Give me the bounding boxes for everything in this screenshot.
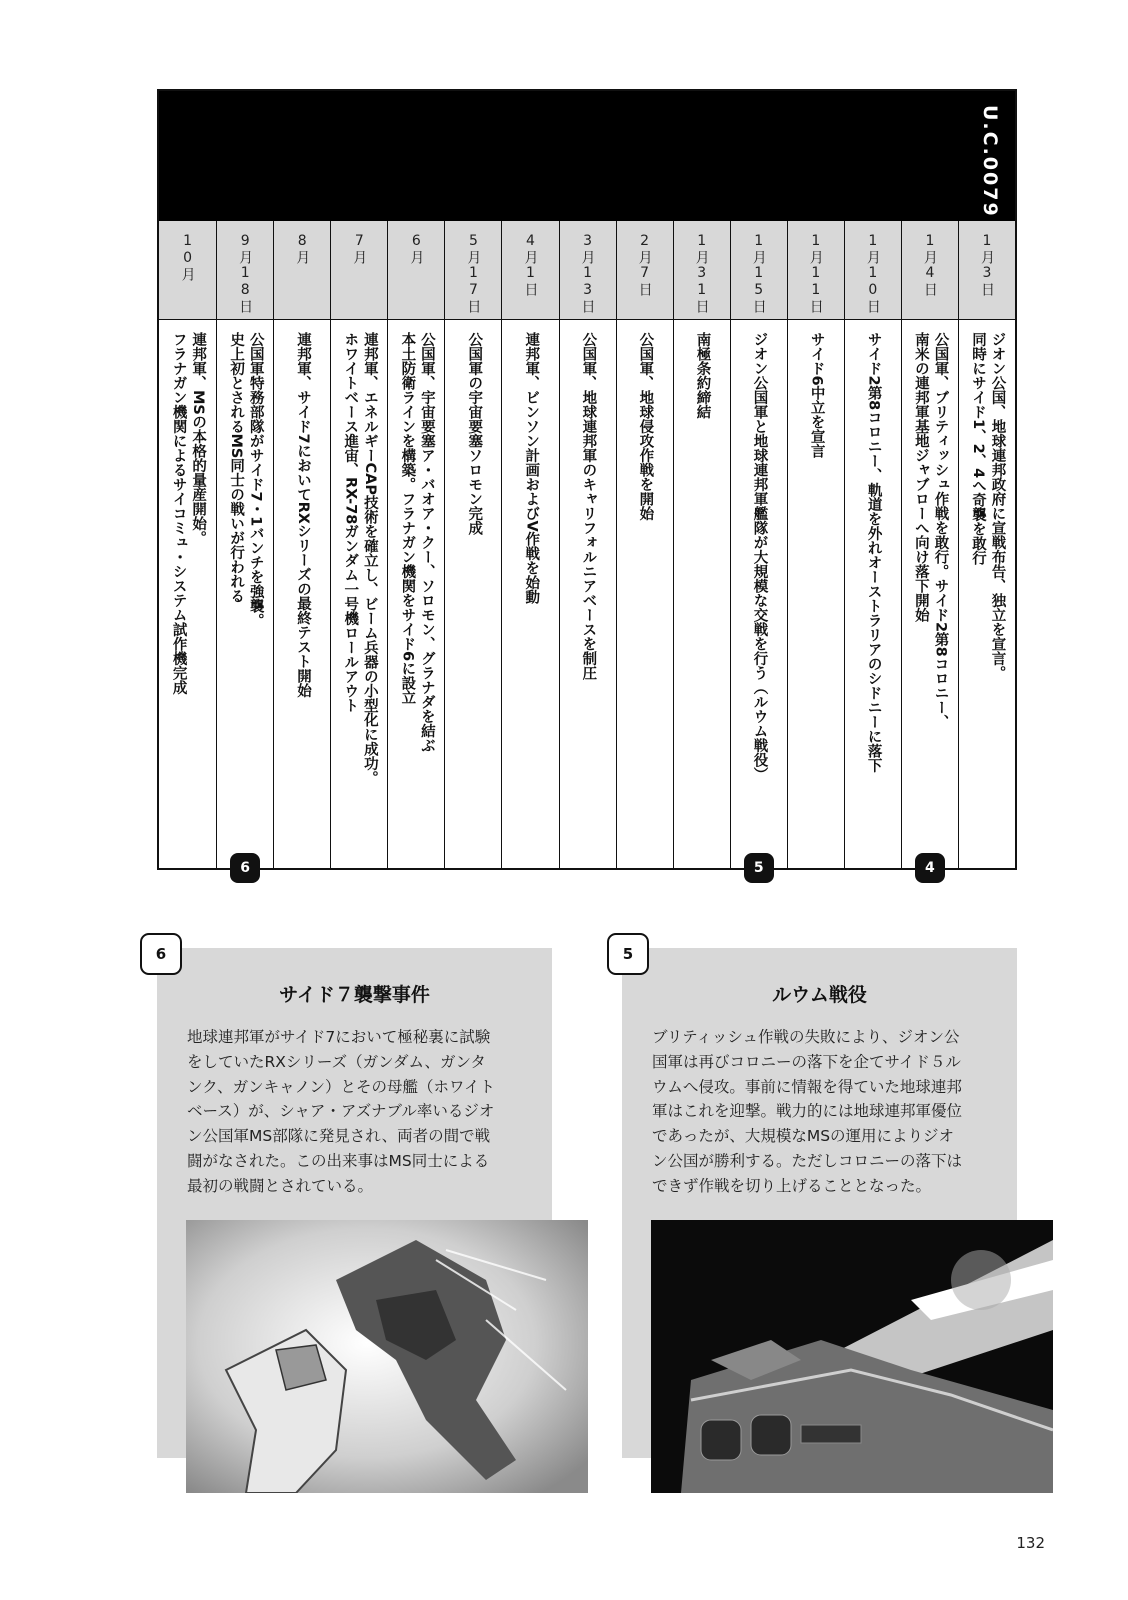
era-label: U.C.0079 (979, 105, 1001, 218)
photo-mobile-suit-battle (186, 1220, 588, 1493)
timeline-date: 1月15日 (750, 233, 767, 314)
timeline-date: 1月11日 (807, 233, 824, 314)
reference-badge: 4 (915, 853, 945, 883)
timeline-column (559, 221, 616, 868)
timeline-event: 連邦軍、ビンソン計画およびV作戦を始動 (523, 332, 540, 605)
timeline-event: 公国軍、地球連邦軍のキャリフォルニアベースを制圧 (580, 332, 597, 680)
timeline-date: 7月 (351, 233, 368, 265)
timeline-date: 4月1日 (522, 233, 539, 297)
timeline-date-cell (159, 221, 216, 320)
timeline-date: 1月4日 (921, 233, 938, 297)
page-number: 132 (1016, 1534, 1045, 1552)
sidebox-line: 地球連邦軍がサイド7において極秘裏に試験 (187, 1028, 491, 1046)
timeline-event-cell (274, 320, 330, 698)
timeline-date-cell (331, 221, 387, 320)
timeline-event-cell (959, 320, 1015, 680)
timeline-event: 公国軍の宇宙要塞ソロモン完成 (466, 332, 483, 535)
timeline-date-cell (902, 221, 958, 320)
timeline-date: 3月13日 (579, 233, 596, 314)
timeline-column (330, 221, 387, 868)
timeline-event-cell (331, 320, 387, 785)
sidebox-tag: 5 (607, 933, 649, 975)
timeline-event: 連邦軍、サイド7においてRXシリーズの最終テスト開始 (295, 332, 311, 698)
sidebox-title: ルウム戦役 (772, 984, 867, 1006)
timeline-column (616, 221, 673, 868)
timeline-date: 9月18日 (237, 233, 254, 314)
timeline-column (159, 221, 216, 868)
timeline-event: ジオン公国軍と地球連邦軍艦隊が大規模な交戦を行う（ルウム戦役） (751, 332, 768, 782)
timeline-date-cell (502, 221, 558, 320)
timeline-column (673, 221, 730, 868)
sidebox-line: ブリティッシュ作戦の失敗により、ジオン公 (652, 1028, 960, 1046)
sidebox-line: 軍はこれを迎撃。戦力的には地球連邦軍優位 (652, 1102, 963, 1121)
timeline-event: 連邦軍、MSの本格的量産開始。 フラナガン機関によるサイコミュ・システム試作機完成 (170, 332, 207, 695)
era-band (159, 91, 1015, 221)
timeline-date-cell (617, 221, 673, 320)
timeline-event-cell (388, 320, 444, 753)
sidebox-line: ベース）が、シャア・アズナブル率いるジオ (187, 1102, 495, 1121)
sidebox-body (652, 1025, 987, 1199)
reference-badge: 5 (744, 853, 774, 883)
sidebox-line: であったが、大規模なMSの運用によりジオ (652, 1127, 955, 1146)
timeline-event: サイド6中立を宣言 (808, 332, 825, 459)
timeline-event-cell (617, 320, 673, 521)
timeline-date: 2月7日 (636, 233, 653, 297)
timeline-event: 公国軍特務部隊がサイド7・1バンチを強襲。 史上初とされるMS同士の戦いが行われる (228, 332, 264, 628)
timeline-event: 公国軍、ブリティッシュ作戦を敢行。サイド2第8コロニー、 南米の連邦軍基地ジャブローへ向け落下開始 (912, 332, 949, 730)
timeline-date: 6月 (408, 233, 425, 265)
timeline-column (501, 221, 558, 868)
reference-badge: 6 (230, 853, 260, 883)
timeline-event-cell (217, 320, 273, 628)
timeline-column (216, 221, 273, 876)
timeline-date-cell (845, 221, 901, 320)
sidebox-line: をしていたRXシリーズ（ガンダム、ガンタ (187, 1052, 486, 1071)
timeline-date-cell (274, 221, 330, 320)
sidebox-title: サイド７襲撃事件 (279, 984, 430, 1006)
timeline-event: 連邦軍、エネルギーCAP技術を確立し、ビーム兵器の小型化に成功。 ホワイトベース進宙、RX-78ガンダム一号機ロールアウト (342, 332, 378, 785)
timeline-event-cell (560, 320, 616, 680)
timeline-event-cell (445, 320, 501, 535)
timeline-date-cell (674, 221, 730, 320)
timeline-event-cell (788, 320, 844, 458)
sidebox-line: 最初の戦闘とされている。 (187, 1176, 374, 1195)
sidebox-line: 国軍は再びコロニーの落下を企てサイド５ル (652, 1052, 961, 1071)
timeline-event: 南極条約締結 (694, 332, 711, 419)
timeline-event: サイド2第8コロニー、軌道を外れオーストラリアのシドニーに落下 (865, 332, 882, 773)
timeline-event: ジオン公国、地球連邦政府に宣戦布告、独立を宣言。 同時にサイド1、2、4へ奇襲を敢行 (969, 332, 1006, 680)
timeline-date: 1月3日 (978, 233, 995, 297)
timeline-event: 公国軍、地球侵攻作戦を開始 (637, 332, 654, 521)
timeline-date-cell (959, 221, 1015, 320)
timeline-event-cell (902, 320, 958, 729)
timeline-event-cell (731, 320, 787, 782)
timeline-date-cell (560, 221, 616, 320)
timeline-column (901, 221, 958, 876)
timeline-date: 8月 (294, 233, 311, 265)
timeline-event-cell (674, 320, 730, 419)
timeline-date: 10月 (179, 233, 196, 282)
timeline-column (787, 221, 844, 868)
timeline-date-cell (217, 221, 273, 320)
photo-space-battle (651, 1220, 1053, 1493)
timeline-date-cell (445, 221, 501, 320)
timeline-date-cell (388, 221, 444, 320)
timeline-date: 1月31日 (693, 233, 710, 314)
timeline-event-cell (502, 320, 558, 604)
timeline-event-cell (159, 320, 216, 695)
timeline-column (730, 221, 787, 876)
timeline-date-cell (788, 221, 844, 320)
sidebox-line: ン公国が勝利する。ただしコロニーの落下は (652, 1151, 963, 1170)
sidebox-line: ンク、ガンキャノン）とその母艦（ホワイト (187, 1077, 495, 1096)
timeline-column (844, 221, 901, 868)
timeline-date: 5月17日 (465, 233, 482, 314)
sidebox-tag: 6 (140, 933, 182, 975)
timeline-event-cell (845, 320, 901, 773)
timeline-table (157, 89, 1017, 876)
sidebox-line: 闘がなされた。この出来事はMS同士による (187, 1151, 490, 1170)
sidebox-line: ン公国軍MS部隊に発見され、両者の間で戦 (187, 1127, 491, 1146)
sidebox-body (187, 1025, 522, 1199)
timeline-columns (159, 221, 1015, 876)
sidebox-line: ウムへ侵攻。事前に情報を得ていた地球連邦 (652, 1077, 962, 1096)
timeline-column (444, 221, 501, 868)
timeline-column (387, 221, 444, 868)
sidebox-line: できず作戦を切り上げることとなった。 (652, 1176, 932, 1195)
timeline-column (273, 221, 330, 868)
timeline-date: 1月10日 (864, 233, 881, 314)
timeline-event: 公国軍、宇宙要塞ア・バオア・クー、ソロモン、グラナダを結ぶ 本土防衛ラインを構築。フラナガン機関をサイド6に設立 (399, 332, 435, 753)
timeline-column (958, 221, 1015, 868)
timeline-date-cell (731, 221, 787, 320)
